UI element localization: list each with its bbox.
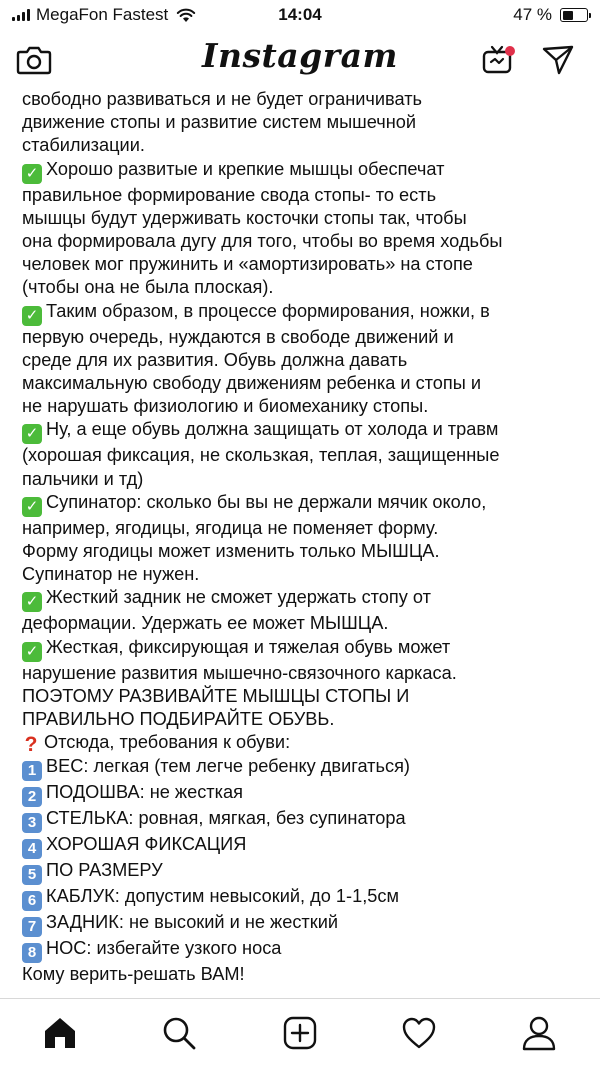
- number-keycap-emoji: 2: [22, 787, 42, 807]
- app-header: [0, 32, 600, 90]
- status-bar: [0, 0, 600, 32]
- caption-text: ВЕС: легкая (тем легче ребенку двигаться): [46, 756, 410, 777]
- caption-line: [22, 184, 580, 207]
- caption-line: [22, 636, 580, 662]
- battery-icon: [560, 8, 588, 22]
- caption-text: ПОЭТОМУ РАЗВИВАЙТЕ МЫШЦЫ СТОПЫ И: [22, 685, 410, 706]
- caption-line: [22, 731, 580, 755]
- caption-text: Форму ягодицы может изменить только МЫШЦА.: [22, 541, 440, 562]
- caption-line: [22, 708, 580, 731]
- caption-text: КАБЛУК: допустим невысокий, до 1-1,5см: [46, 886, 399, 907]
- caption-line: [22, 134, 580, 157]
- caption-text: НОС: избегайте узкого носа: [46, 938, 282, 959]
- caption-line: [22, 444, 580, 467]
- number-keycap-emoji: 7: [22, 917, 42, 937]
- caption-line: [22, 685, 580, 708]
- caption-line: [22, 517, 580, 540]
- heart-icon: [401, 1015, 437, 1051]
- caption-text: СТЕЛЬКА: ровная, мягкая, без супинатора: [46, 808, 406, 829]
- number-keycap-emoji: 4: [22, 839, 42, 859]
- battery-percent: 47 %: [513, 5, 552, 24]
- caption-line: [22, 963, 580, 986]
- caption-text: Супинатор: сколько бы вы не держали мячик около,: [46, 491, 487, 512]
- instagram-logo: Instagram: [202, 36, 398, 75]
- check-mark-emoji: ✓: [22, 642, 42, 662]
- caption-text: нарушение развития мышечно-связочного каркаса.: [22, 662, 457, 683]
- number-keycap-emoji: 1: [22, 761, 42, 781]
- post-caption: [0, 84, 600, 986]
- igtv-button[interactable]: [478, 40, 518, 80]
- caption-line: [22, 540, 580, 563]
- caption-line: [22, 276, 580, 299]
- search-icon: [161, 1015, 197, 1051]
- caption-text: Жесткая, фиксирующая и тяжелая обувь может: [46, 636, 451, 657]
- caption-line: [22, 911, 580, 937]
- home-icon: [42, 1015, 78, 1051]
- caption-line: [22, 395, 580, 418]
- caption-line: [22, 586, 580, 612]
- check-mark-emoji: ✓: [22, 592, 42, 612]
- carrier-name: MegaFon Fastest: [36, 5, 169, 24]
- caption-text: движение стопы и развитие систем мышечной: [22, 112, 417, 133]
- add-post-icon: [282, 1015, 318, 1051]
- nav-activity[interactable]: [399, 1013, 439, 1053]
- caption-line: [22, 859, 580, 885]
- caption-line: [22, 885, 580, 911]
- paper-plane-icon: [541, 43, 575, 77]
- caption-text: ПО РАЗМЕРУ: [46, 860, 163, 881]
- caption-text: (чтобы она не была плоская).: [22, 277, 274, 298]
- check-mark-emoji: ✓: [22, 424, 42, 444]
- caption-line: [22, 662, 580, 685]
- nav-new-post[interactable]: [280, 1013, 320, 1053]
- caption-line: [22, 230, 580, 253]
- igtv-icon: [480, 42, 516, 78]
- caption-text: Хорошо развитые и крепкие мышцы обеспечат: [46, 158, 445, 179]
- caption-line: [22, 326, 580, 349]
- caption-text: ХОРОШАЯ ФИКСАЦИЯ: [46, 834, 247, 855]
- profile-icon: [521, 1015, 557, 1051]
- caption-text: она формировала дугу для того, чтобы во время ходьбы: [22, 231, 503, 252]
- number-keycap-emoji: 5: [22, 865, 42, 885]
- caption-line: [22, 111, 580, 134]
- number-keycap-emoji: 3: [22, 813, 42, 833]
- caption-line: [22, 468, 580, 491]
- caption-text: правильное формирование свода стопы- то есть: [22, 184, 437, 205]
- bottom-nav: [0, 998, 600, 1066]
- caption-text: деформации. Удержать ее может МЫШЦА.: [22, 613, 389, 634]
- caption-line: [22, 781, 580, 807]
- caption-line: [22, 937, 580, 963]
- caption-line: [22, 207, 580, 230]
- question-mark-emoji: ?: [24, 733, 38, 757]
- caption-line: [22, 833, 580, 859]
- caption-line: [22, 807, 580, 833]
- nav-profile[interactable]: [519, 1013, 559, 1053]
- caption-line: [22, 563, 580, 586]
- caption-line: [22, 372, 580, 395]
- caption-line: [22, 418, 580, 444]
- caption-line: [22, 491, 580, 517]
- number-keycap-emoji: 6: [22, 891, 42, 911]
- caption-text: максимальную свободу движениям ребенка и стопы и: [22, 373, 482, 394]
- caption-text: свободно развиваться и не будет ограничивать: [22, 89, 423, 109]
- caption-text: ЗАДНИК: не высокий и не жесткий: [46, 912, 339, 933]
- caption-text: Отсюда, требования к обуви:: [44, 732, 291, 753]
- caption-text: Жесткий задник не сможет удержать стопу от: [46, 587, 431, 608]
- nav-search[interactable]: [159, 1013, 199, 1053]
- status-right: [513, 5, 588, 25]
- caption-text: среде для их развития. Обувь должна давать: [22, 349, 408, 370]
- caption-text: например, ягодицы, ягодица не поменяет форму.: [22, 517, 439, 538]
- caption-text: человек мог пружинить и «амортизировать» на стопе: [22, 254, 473, 275]
- caption-line: [22, 349, 580, 372]
- post-caption-area[interactable]: [0, 84, 600, 998]
- check-mark-emoji: ✓: [22, 164, 42, 184]
- battery-fill: [563, 11, 574, 20]
- caption-text: пальчики и тд): [22, 468, 144, 489]
- nav-home[interactable]: [40, 1013, 80, 1053]
- notification-dot: [505, 46, 515, 56]
- caption-text: Ну, а еще обувь должна защищать от холода и травм: [46, 419, 499, 440]
- caption-line: [22, 253, 580, 276]
- check-mark-emoji: ✓: [22, 497, 42, 517]
- caption-text: Кому верить-решать ВАМ!: [22, 964, 245, 985]
- caption-text: первую очередь, нуждаются в свободе движений и: [22, 326, 454, 347]
- check-mark-emoji: ✓: [22, 306, 42, 326]
- caption-line: [22, 300, 580, 326]
- caption-line: [22, 755, 580, 781]
- caption-line: [22, 612, 580, 635]
- caption-text: ПРАВИЛЬНО ПОДБИРАЙТЕ ОБУВЬ.: [22, 709, 335, 730]
- caption-text: Таким образом, в процессе формирования, ножки, в: [46, 300, 490, 321]
- caption-line: [22, 88, 580, 111]
- number-keycap-emoji: 8: [22, 943, 42, 963]
- caption-text: (хорошая фиксация, не скользкая, теплая, защищенные: [22, 445, 500, 466]
- direct-messages-button[interactable]: [538, 40, 578, 80]
- caption-text: ПОДОШВА: не жесткая: [46, 782, 243, 803]
- caption-text: Супинатор не нужен.: [22, 564, 200, 585]
- clock: 14:04: [278, 5, 322, 24]
- caption-text: стабилизации.: [22, 135, 145, 156]
- caption-text: не нарушать физиологию и биомеханику стопы.: [22, 396, 429, 417]
- caption-line: [22, 158, 580, 184]
- caption-text: мышцы будут удерживать косточки стопы так, чтобы: [22, 207, 467, 228]
